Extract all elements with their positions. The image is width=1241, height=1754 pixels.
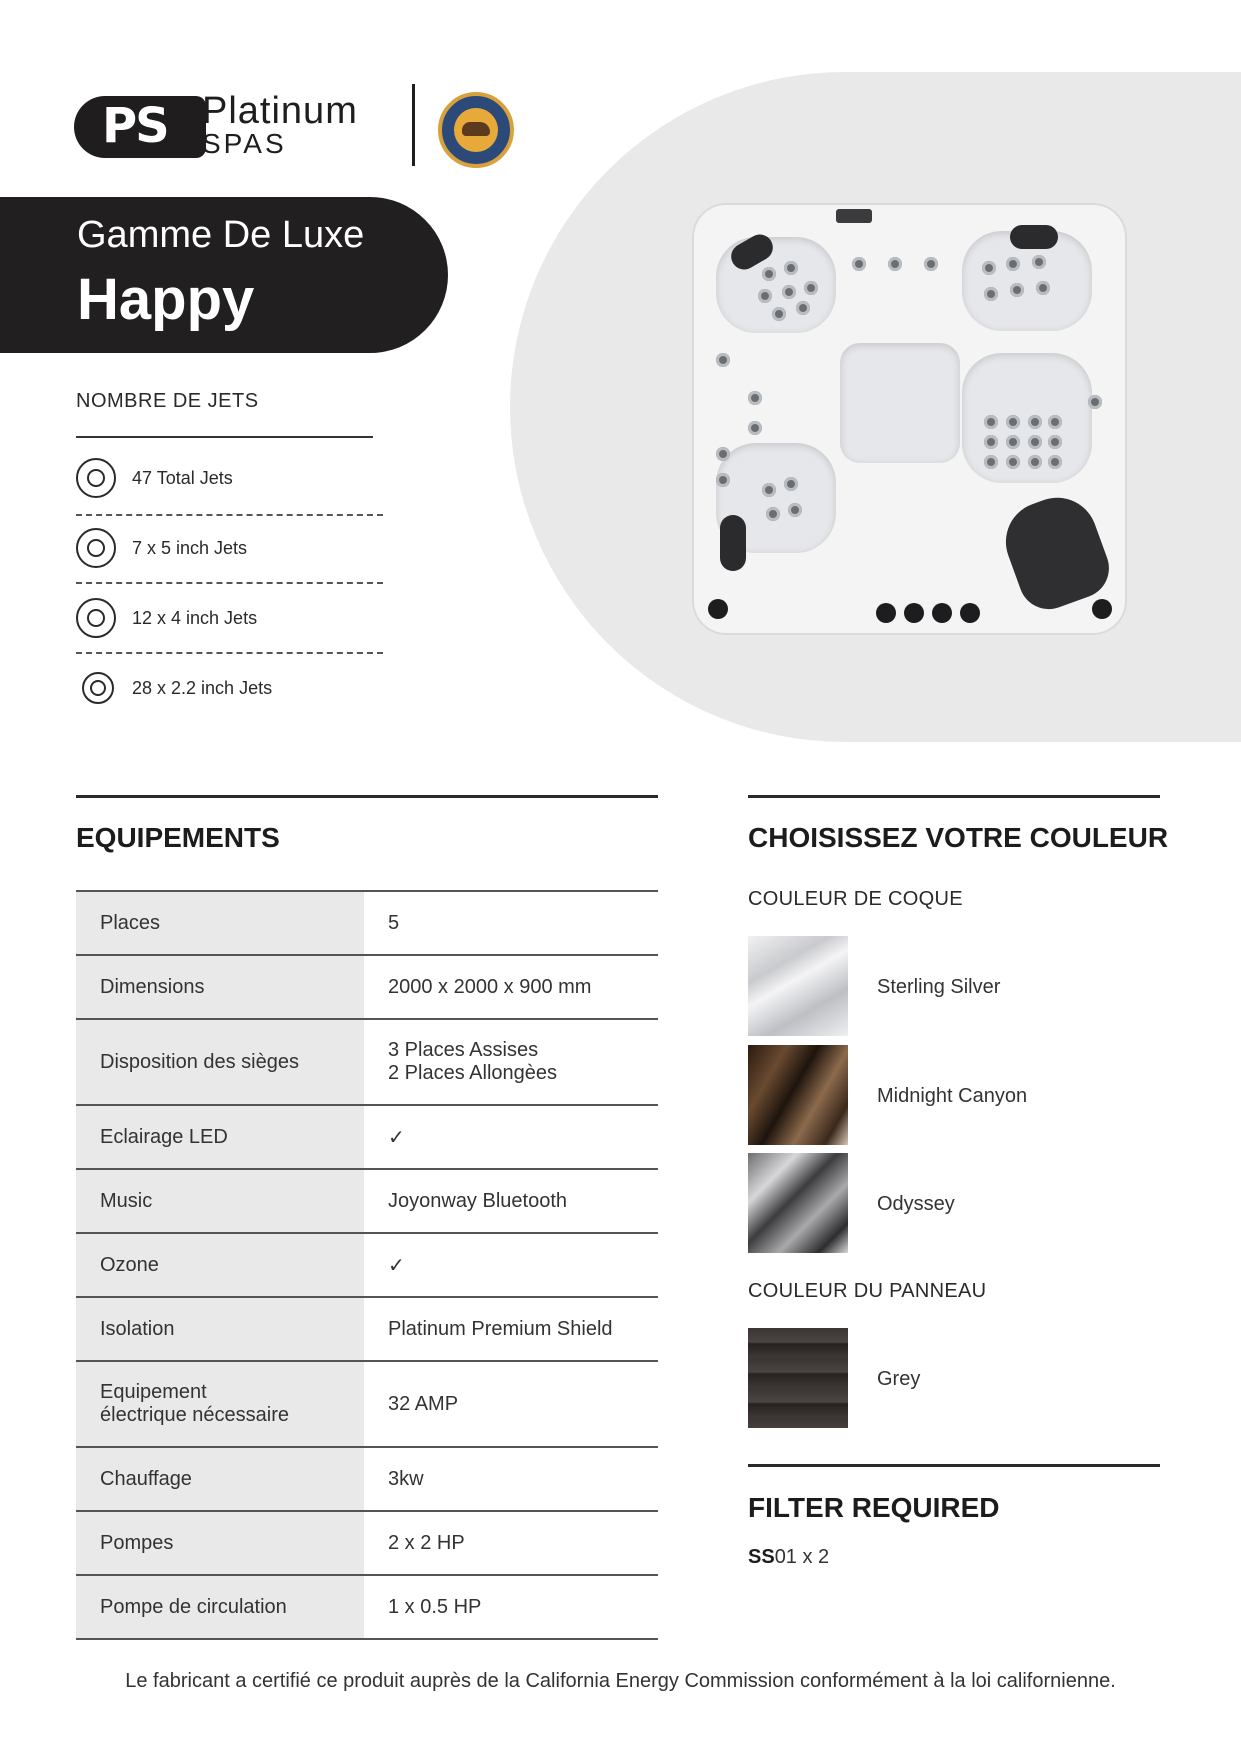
- filter-code-prefix: SS: [748, 1546, 775, 1568]
- jet-row-label: 47 Total Jets: [132, 467, 233, 488]
- equipment-label: Equipement électrique nécessaire: [76, 1361, 364, 1447]
- swatch-label: Odyssey: [877, 1193, 955, 1215]
- swatch-grey: [748, 1328, 848, 1428]
- equipment-value: 3 Places Assises 2 Places Allongèes: [364, 1019, 658, 1105]
- equipment-label: Pompes: [76, 1511, 364, 1575]
- filter-title: FILTER REQUIRED: [748, 1492, 1000, 1523]
- range-name: Gamme De Luxe: [77, 214, 365, 256]
- swatch-odyssey: [748, 1153, 848, 1253]
- equipment-row: [76, 1361, 658, 1447]
- equipment-rule: [76, 795, 658, 798]
- equipment-row: [76, 1297, 658, 1361]
- brand-name-line1: Platinum: [202, 90, 358, 132]
- jet-4-inch-icon: [76, 598, 116, 638]
- equipment-label: Dimensions: [76, 955, 364, 1019]
- filter-rule: [748, 1464, 1160, 1467]
- equipment-row: [76, 1447, 658, 1511]
- equipment-label: Pompe de circulation: [76, 1575, 364, 1639]
- jet-row-label: 28 x 2.2 inch Jets: [132, 677, 273, 698]
- jet-5-inch-icon: [76, 528, 116, 568]
- equipment-value: Joyonway Bluetooth: [364, 1169, 658, 1233]
- equipment-value: 32 AMP: [364, 1361, 658, 1447]
- colour-rule: [748, 795, 1160, 798]
- equipment-value: 2000 x 2000 x 900 mm: [364, 955, 658, 1019]
- filter-code: [748, 1546, 829, 1569]
- equipment-label: Disposition des sièges: [76, 1019, 364, 1105]
- swatch-label: Midnight Canyon: [877, 1085, 1028, 1107]
- equipment-label: Isolation: [76, 1297, 364, 1361]
- equipment-label: Chauffage: [76, 1447, 364, 1511]
- equipment-row: [76, 1105, 658, 1169]
- brand-mark-text: PS: [102, 98, 168, 154]
- equipment-row: [76, 891, 658, 955]
- equipment-value: ✓: [364, 1105, 658, 1169]
- jets-section-title: NOMBRE DE JETS: [76, 390, 259, 412]
- jet-2-2-inch-icon: [82, 672, 114, 704]
- jets-divider: [76, 514, 383, 516]
- equipment-value: 3kw: [364, 1447, 658, 1511]
- energy-commission-seal-icon: [438, 92, 514, 168]
- swatch-midnight-canyon: [748, 1045, 848, 1145]
- jet-row-2-2-inch: [76, 658, 383, 718]
- control-panel-icon: [836, 209, 872, 223]
- footer-note: Le fabricant a certifié ce produit auprès de la California Energy Commission conformément à la loi californienne.: [125, 1670, 1116, 1692]
- swatch-label: Grey: [877, 1368, 921, 1390]
- equipment-table: [76, 890, 658, 1640]
- jet-row-5-inch: [76, 518, 383, 578]
- jet-row-label: 7 x 5 inch Jets: [132, 537, 248, 558]
- equipment-value: Platinum Premium Shield: [364, 1297, 658, 1361]
- jets-divider: [76, 652, 383, 654]
- equipment-label: Ozone: [76, 1233, 364, 1297]
- brand-logo-mark: [74, 96, 206, 158]
- equipment-row: [76, 1233, 658, 1297]
- jets-title-rule: [76, 436, 373, 438]
- equipment-row: [76, 1511, 658, 1575]
- filter-code-rest: 01 x 2: [774, 1546, 830, 1568]
- equipment-row: [76, 1575, 658, 1639]
- equipment-row: [76, 955, 658, 1019]
- equipment-value: 2 x 2 HP: [364, 1511, 658, 1575]
- equipment-value: ✓: [364, 1233, 658, 1297]
- swatch-label: Sterling Silver: [877, 976, 1001, 998]
- equipment-value: 1 x 0.5 HP: [364, 1575, 658, 1639]
- total-jets-icon: [76, 458, 116, 498]
- brand-name-line2: SPAS: [202, 128, 287, 159]
- equipment-label: Eclairage LED: [76, 1105, 364, 1169]
- equipment-row: [76, 1019, 658, 1105]
- jet-row-4-inch: [76, 588, 383, 648]
- jet-row-total: [76, 448, 383, 508]
- panel-colour-title: COULEUR DU PANNEAU: [748, 1280, 987, 1302]
- equipment-label: Places: [76, 891, 364, 955]
- jet-row-label: 12 x 4 inch Jets: [132, 607, 258, 628]
- spa-top-view-image: [692, 203, 1127, 635]
- equipment-value: 5: [364, 891, 658, 955]
- jets-divider: [76, 582, 383, 584]
- shell-colour-title: COULEUR DE COQUE: [748, 888, 963, 910]
- model-name: Happy: [77, 267, 255, 332]
- equipment-title: EQUIPEMENTS: [76, 822, 280, 853]
- equipment-label: Music: [76, 1169, 364, 1233]
- swatch-sterling-silver: [748, 936, 848, 1036]
- logo-divider: [412, 84, 415, 166]
- equipment-row: [76, 1169, 658, 1233]
- colour-title: CHOISISSEZ VOTRE COULEUR: [748, 822, 1169, 853]
